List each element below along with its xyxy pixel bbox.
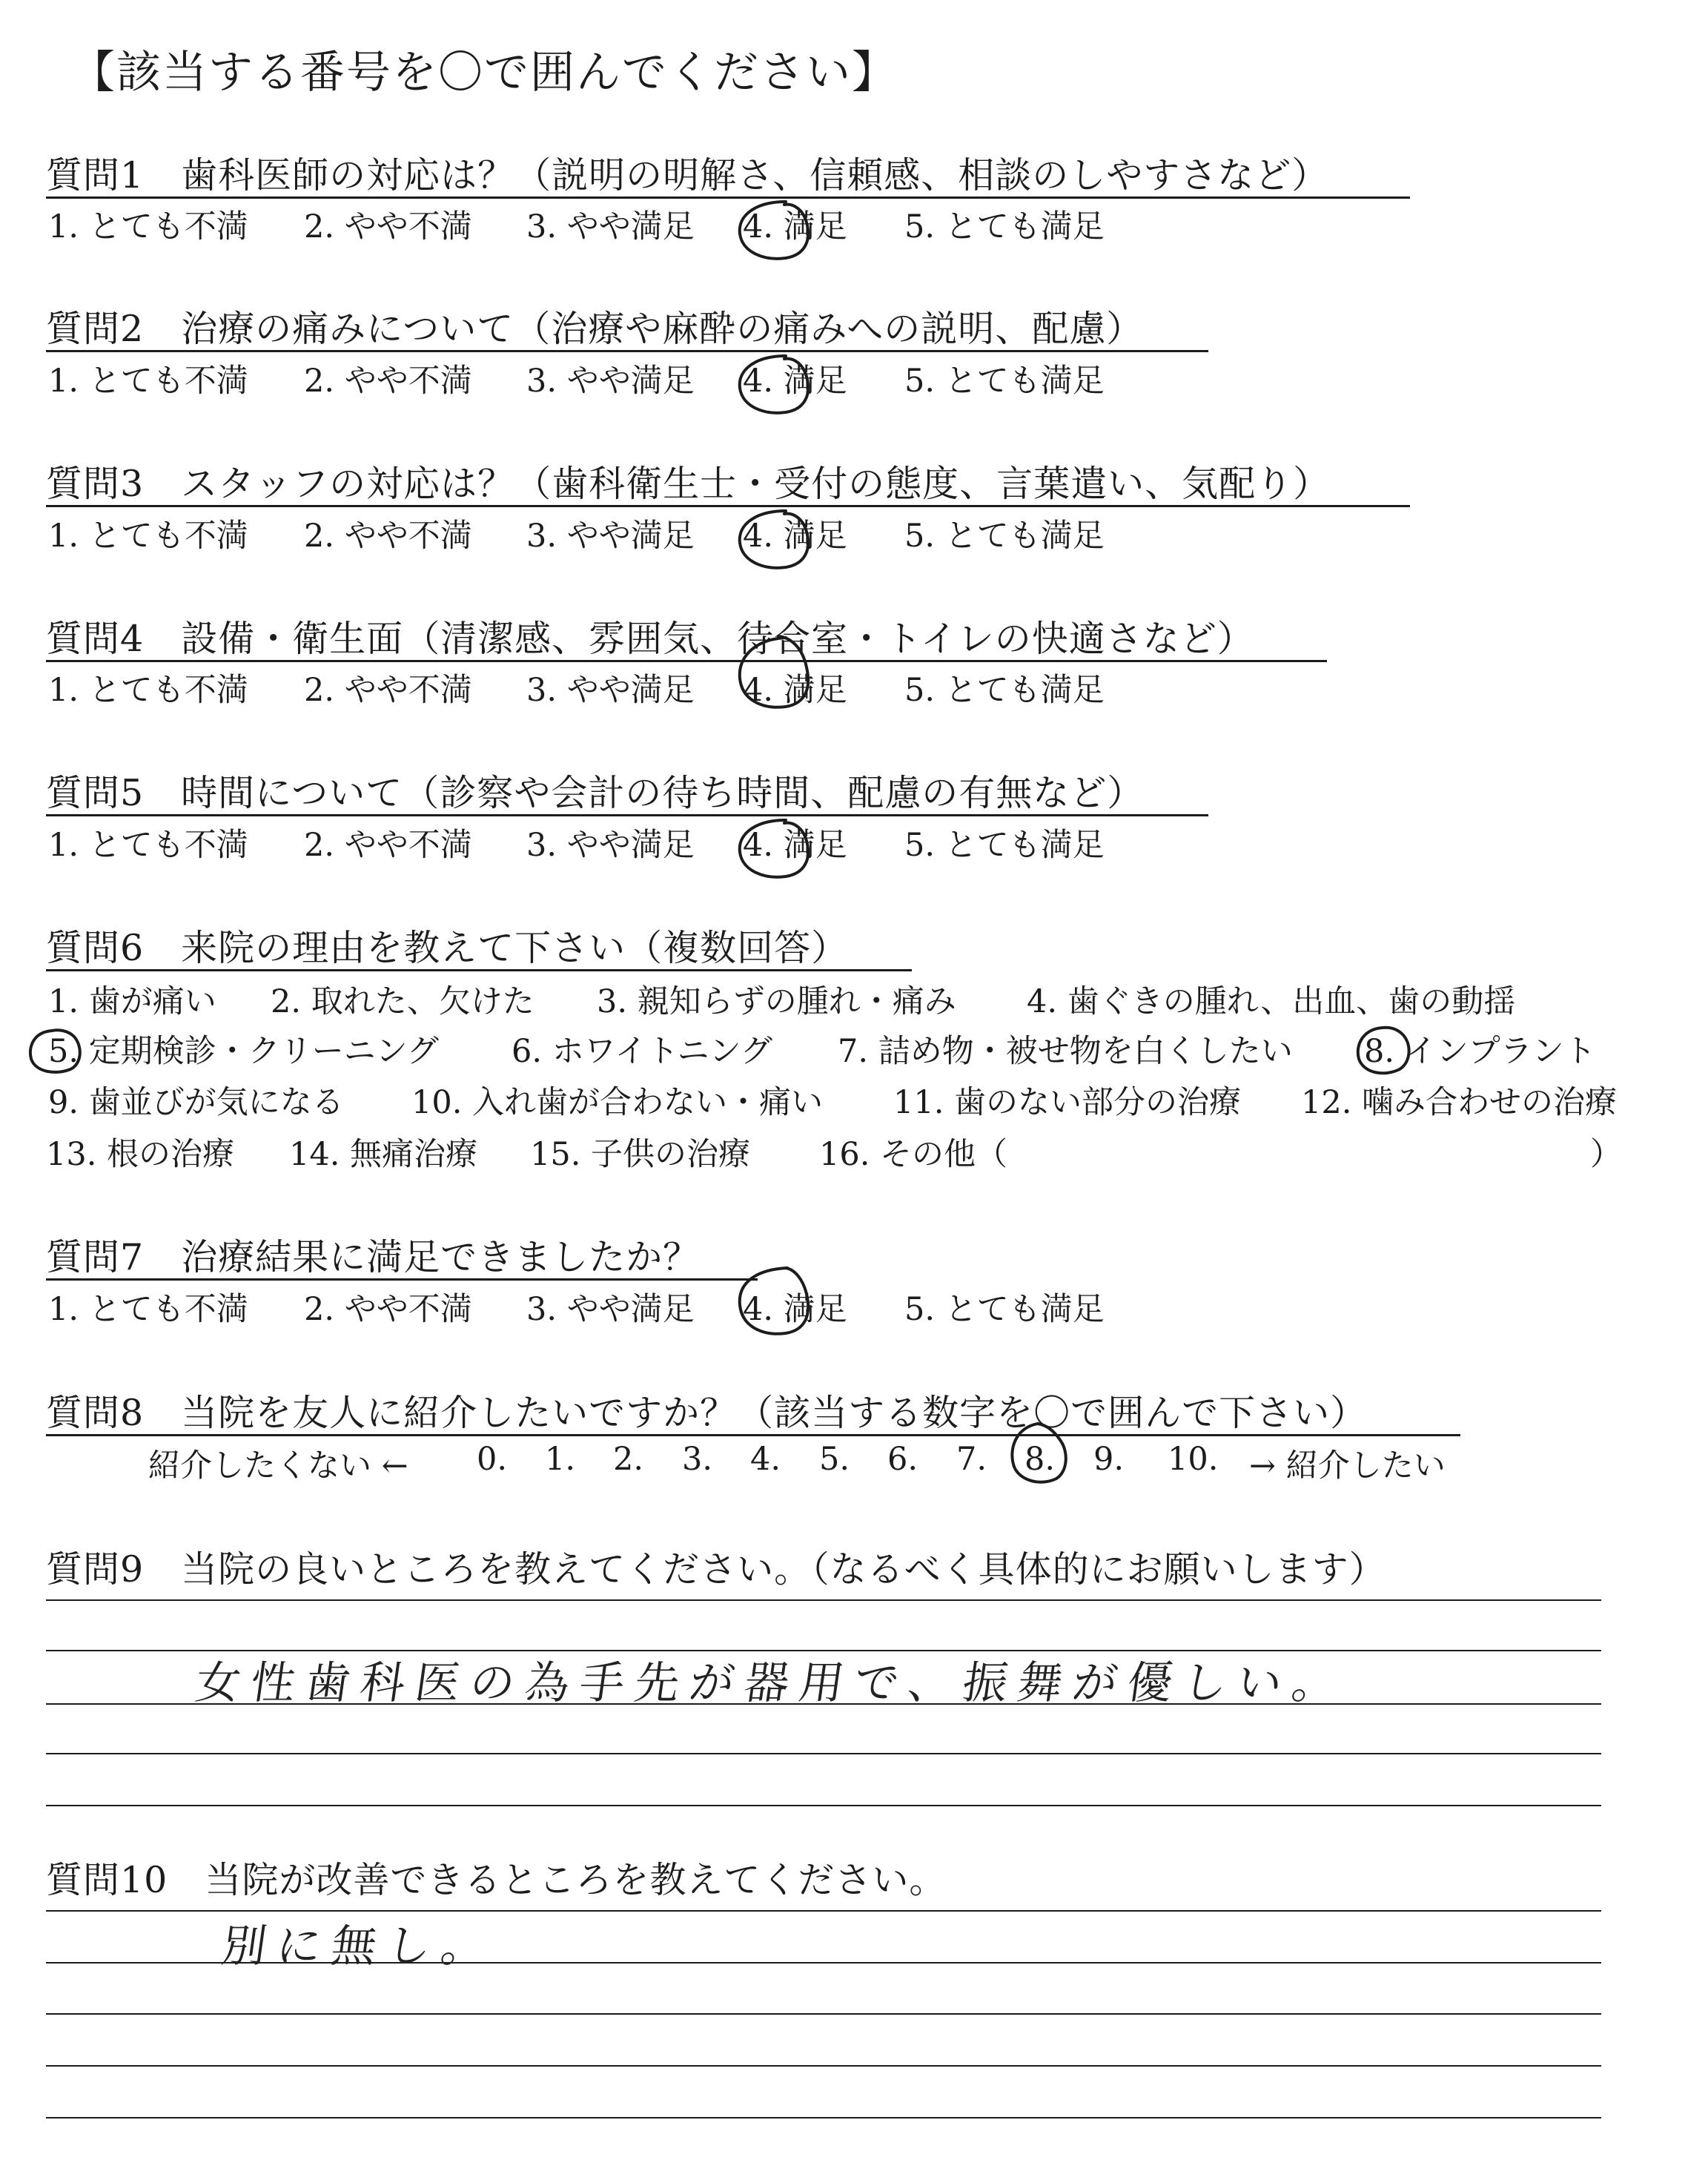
q6-option-2[interactable]: 2. 取れた、欠けた — [271, 983, 534, 1020]
q6-option-8[interactable]: 8. インプラント — [1364, 1033, 1596, 1070]
q6-option-7[interactable]: 7. 詰め物・被せ物を白くしたい — [838, 1033, 1293, 1070]
q6-option-13[interactable]: 13. 根の治療 — [46, 1136, 235, 1173]
q4-option-5[interactable]: 5. とても満足 — [904, 672, 1105, 709]
q8-scale-3[interactable]: 3. — [682, 1441, 713, 1478]
q8-scale-0[interactable]: 0. — [477, 1441, 508, 1478]
q1-option-1[interactable]: 1. とても不満 — [48, 208, 248, 245]
q2-option-3[interactable]: 3. やや満足 — [526, 363, 695, 400]
question-8-label: 質問8 当院を友人に紹介したいですか？（該当する数字を〇で囲んで下さい） — [46, 1392, 1368, 1434]
q6-option-11[interactable]: 11. 歯のない部分の治療 — [893, 1084, 1242, 1121]
q8-scale-9[interactable]: 9. — [1093, 1441, 1125, 1478]
q3-option-2[interactable]: 2. やや不満 — [304, 518, 472, 555]
question-4-label: 質問4 設備・衛生面（清潔感、雰囲気、待合室・トイレの快適さなど） — [46, 618, 1254, 660]
q6-option-6[interactable]: 6. ホワイトニング — [512, 1033, 772, 1070]
q6-option-5[interactable]: 5. 定期検診・クリーニング — [48, 1033, 439, 1070]
form-title: 【該当する番号を〇で囲んでください】 — [70, 47, 898, 99]
question-2-label: 質問2 治療の痛みについて（治療や麻酔の痛みへの説明、配慮） — [46, 308, 1144, 350]
question-1-label: 質問1 歯科医師の対応は？（説明の明解さ、信頼感、相談のしやすさなど） — [46, 154, 1329, 196]
question-6-label: 質問6 来院の理由を教えて下さい（複数回答） — [46, 927, 849, 969]
q8-scale-5[interactable]: 5. — [819, 1441, 850, 1478]
question-3-label: 質問3 スタッフの対応は？（歯科衛生士・受付の態度、言葉遣い、気配り） — [46, 463, 1331, 505]
q6-option-16[interactable]: 16. その他（ — [819, 1136, 1008, 1173]
question-8-underline — [46, 1434, 1460, 1436]
q5-option-5[interactable]: 5. とても満足 — [904, 827, 1105, 864]
question-4-underline — [46, 660, 1327, 662]
q10-handwritten-answer[interactable]: 別に無し。 — [218, 1920, 500, 1972]
q6-option-3[interactable]: 3. 親知らずの腫れ・痛み — [597, 983, 956, 1020]
q6-option-16-close: ） — [1590, 1136, 1622, 1173]
q8-scale-1[interactable]: 1. — [545, 1441, 576, 1478]
q6-option-12[interactable]: 12. 噛み合わせの治療 — [1301, 1084, 1618, 1121]
question-5-label: 質問5 時間について（診察や会計の待ち時間、配慮の有無など） — [46, 772, 1145, 814]
q6-option-10[interactable]: 10. 入れ歯が合わない・痛い — [411, 1084, 824, 1121]
q7-option-4[interactable]: 4. 満足 — [743, 1291, 847, 1328]
q3-option-5[interactable]: 5. とても満足 — [904, 518, 1105, 555]
q8-scale-6[interactable]: 6. — [887, 1441, 918, 1478]
question-3-underline — [46, 505, 1410, 507]
question-5-underline — [46, 814, 1208, 816]
q7-option-5[interactable]: 5. とても満足 — [904, 1291, 1105, 1328]
q3-option-3[interactable]: 3. やや満足 — [526, 518, 695, 555]
q9-handwritten-answer[interactable]: 女性歯科医の為手先が器用で、振舞が優しい。 — [192, 1657, 1351, 1709]
q9-answer-line-5 — [46, 1805, 1601, 1806]
q6-option-14[interactable]: 14. 無痛治療 — [289, 1136, 478, 1173]
question-7-label: 質問7 治療結果に満足できましたか？ — [46, 1236, 701, 1278]
q8-scale-4[interactable]: 4. — [750, 1441, 781, 1478]
q10-answer-line-4 — [46, 2065, 1601, 2067]
q8-scale-8[interactable]: 8. — [1025, 1441, 1056, 1478]
q2-option-4[interactable]: 4. 満足 — [743, 363, 847, 400]
question-10-label: 質問10 当院が改善できるところを教えてください。 — [46, 1859, 947, 1901]
q6-option-15[interactable]: 15. 子供の治療 — [530, 1136, 751, 1173]
q5-option-2[interactable]: 2. やや不満 — [304, 827, 472, 864]
question-6-underline — [46, 969, 912, 971]
q10-answer-line-5 — [46, 2117, 1601, 2118]
q2-option-1[interactable]: 1. とても不満 — [48, 363, 248, 400]
q8-scale-10[interactable]: 10. — [1168, 1441, 1219, 1478]
q1-option-5[interactable]: 5. とても満足 — [904, 208, 1105, 245]
q4-option-2[interactable]: 2. やや不満 — [304, 672, 472, 709]
q7-option-1[interactable]: 1. とても不満 — [48, 1291, 248, 1328]
q9-answer-line-4 — [46, 1753, 1601, 1754]
q2-option-2[interactable]: 2. やや不満 — [304, 363, 472, 400]
q3-option-4[interactable]: 4. 満足 — [743, 518, 847, 555]
q5-option-1[interactable]: 1. とても不満 — [48, 827, 248, 864]
q6-option-4[interactable]: 4. 歯ぐきの腫れ、出血、歯の動揺 — [1027, 983, 1516, 1020]
question-9-label: 質問9 当院の良いところを教えてください。（なるべく具体的にお願いします） — [46, 1548, 1386, 1591]
q8-scale-left-label: 紹介したくない ← — [148, 1447, 408, 1484]
q8-scale-7[interactable]: 7. — [956, 1441, 987, 1478]
q8-scale-right-label: → 紹介したい — [1249, 1447, 1446, 1484]
q4-option-3[interactable]: 3. やや満足 — [526, 672, 695, 709]
q3-option-1[interactable]: 1. とても不満 — [48, 518, 248, 555]
q1-option-4[interactable]: 4. 満足 — [743, 208, 847, 245]
q8-scale-2[interactable]: 2. — [613, 1441, 644, 1478]
q10-answer-line-3 — [46, 2013, 1601, 2015]
q4-option-4[interactable]: 4. 満足 — [743, 672, 847, 709]
question-7-underline — [46, 1278, 758, 1281]
question-2-underline — [46, 350, 1208, 352]
q4-option-1[interactable]: 1. とても不満 — [48, 672, 248, 709]
q7-option-3[interactable]: 3. やや満足 — [526, 1291, 695, 1328]
q1-option-2[interactable]: 2. やや不満 — [304, 208, 472, 245]
q5-option-4[interactable]: 4. 満足 — [743, 827, 847, 864]
q9-answer-line-1 — [46, 1599, 1601, 1601]
question-1-underline — [46, 196, 1410, 199]
q2-option-5[interactable]: 5. とても満足 — [904, 363, 1105, 400]
q6-option-9[interactable]: 9. 歯並びが気になる — [48, 1084, 344, 1121]
q5-option-3[interactable]: 3. やや満足 — [526, 827, 695, 864]
q7-option-2[interactable]: 2. やや不満 — [304, 1291, 472, 1328]
q1-option-3[interactable]: 3. やや満足 — [526, 208, 695, 245]
q6-option-1[interactable]: 1. 歯が痛い — [48, 983, 216, 1020]
